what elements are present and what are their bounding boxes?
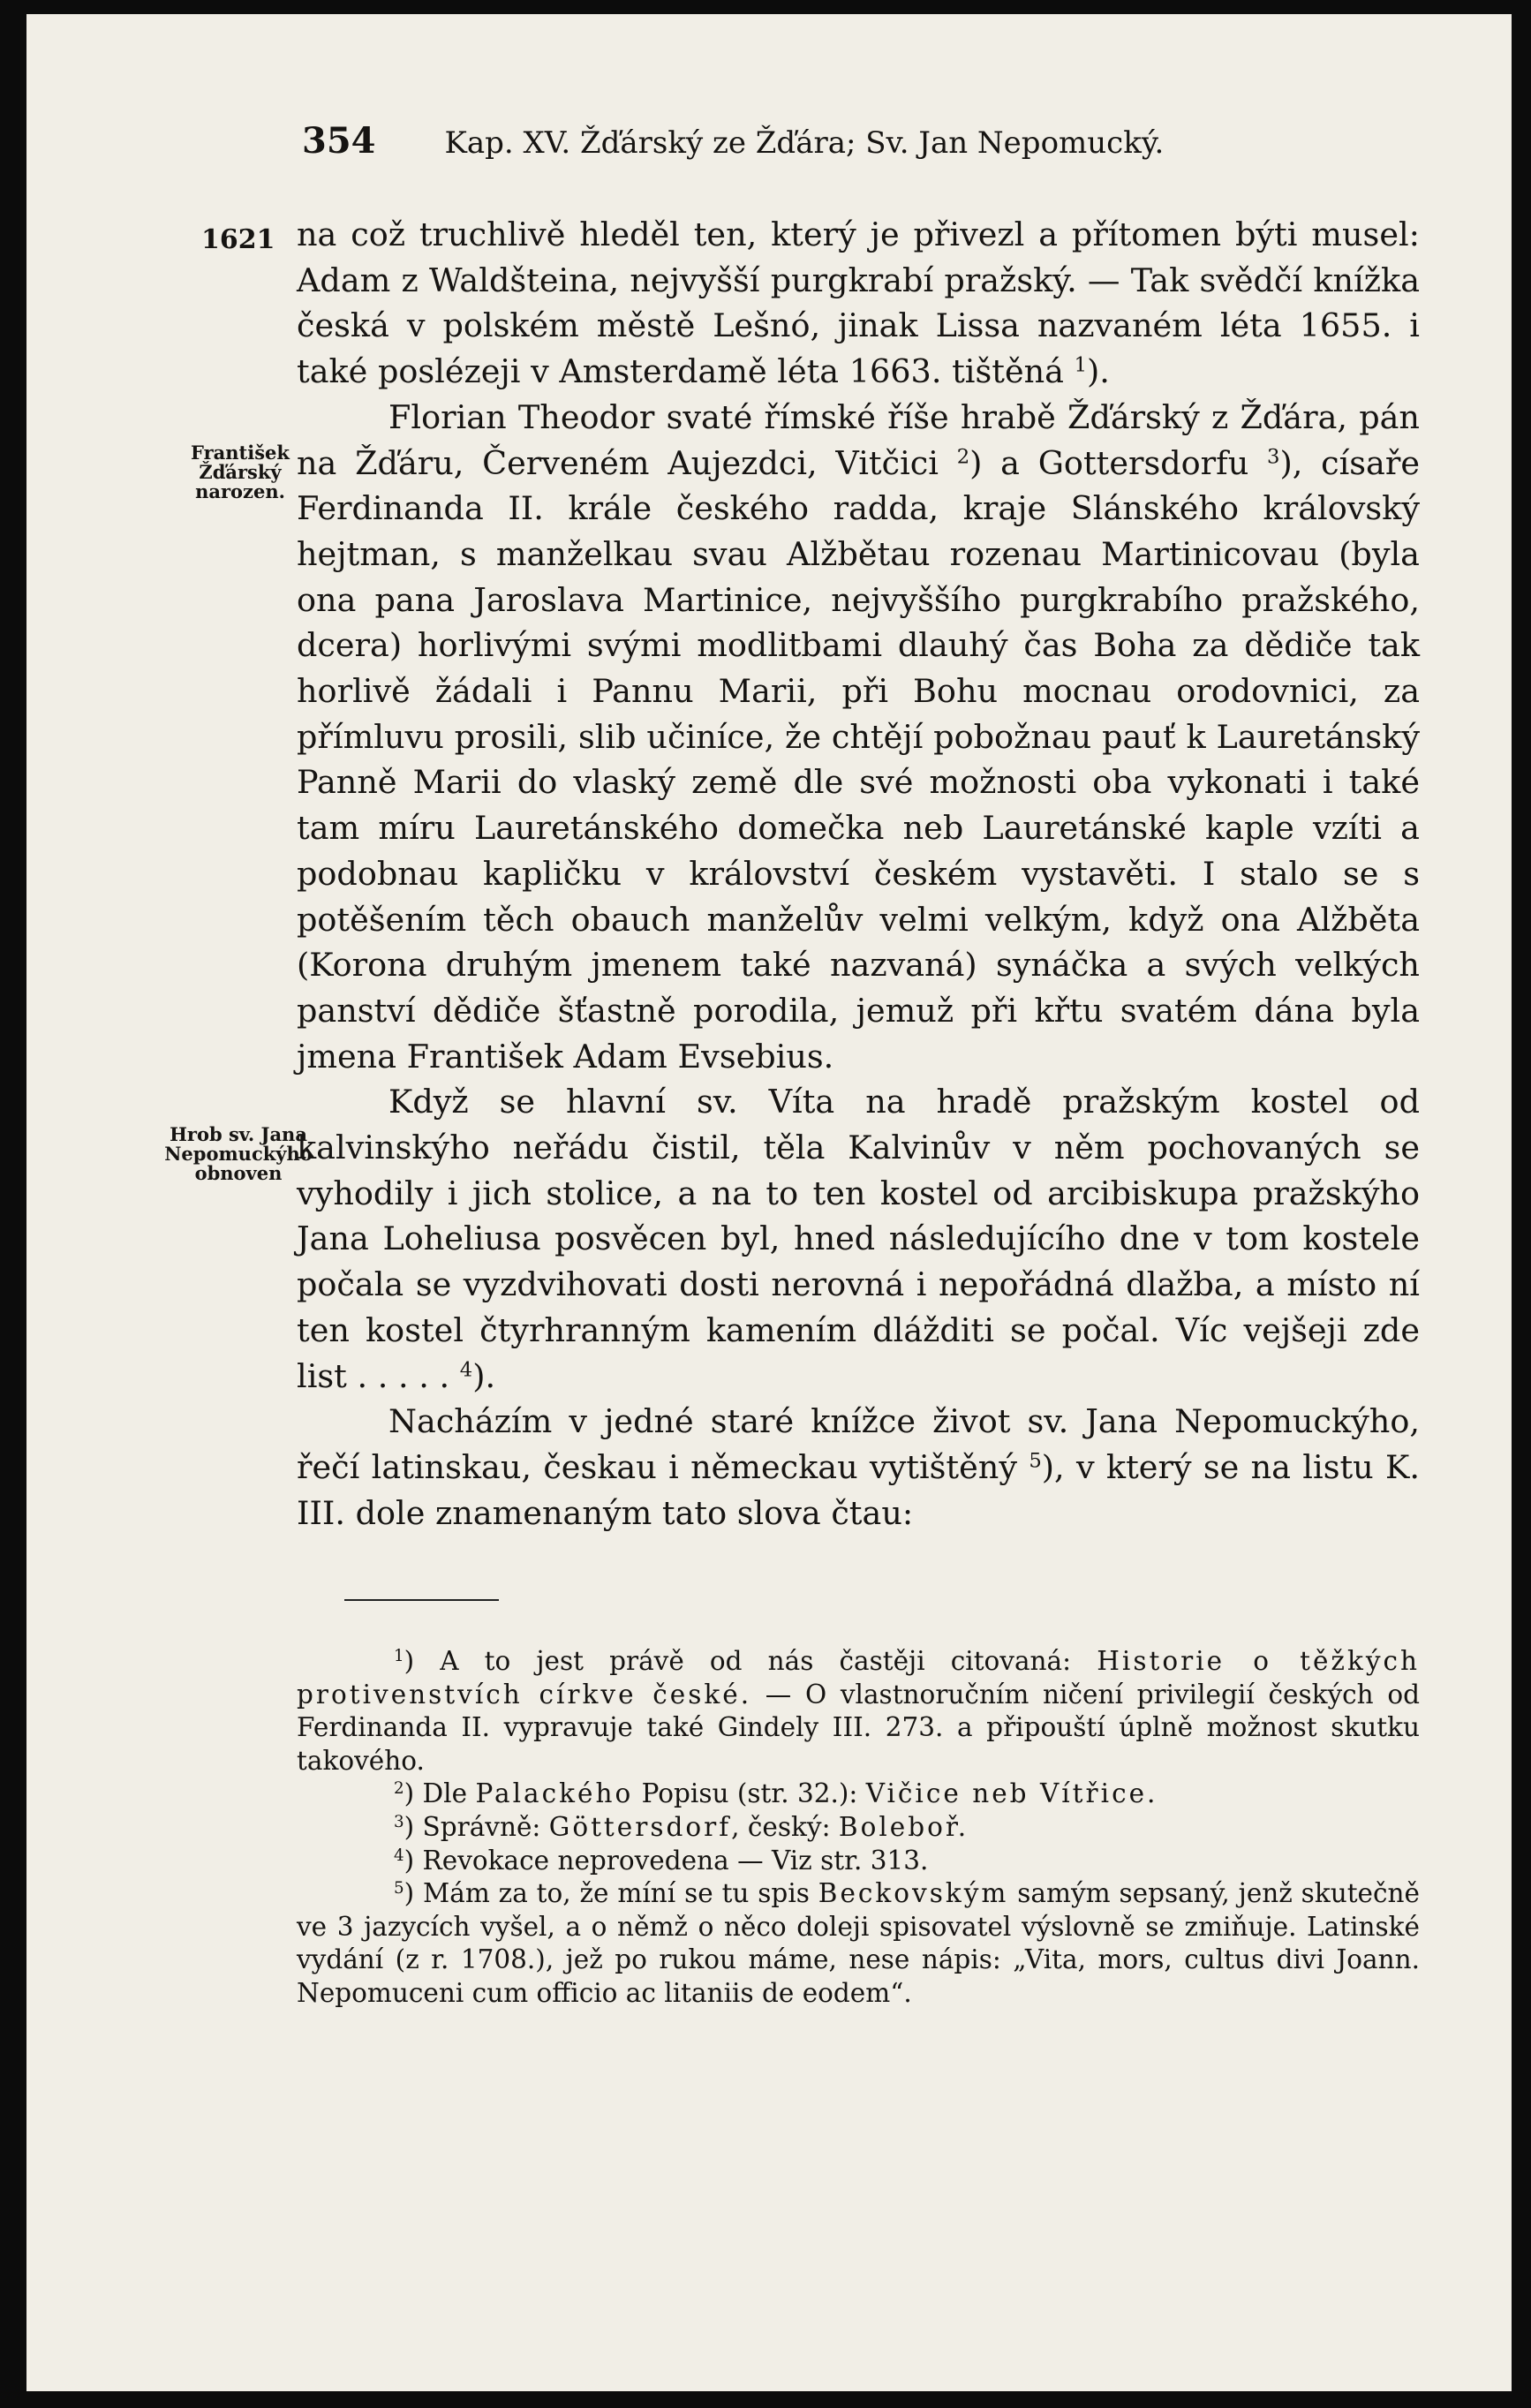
margin-year: 1621 bbox=[201, 224, 275, 255]
footnote-2: $^2$) Dle Palackého Popisu (str. 32.): Vičice neb Vítřice. bbox=[394, 1778, 1158, 1809]
paragraph-4: Nacházím v jedné staré knížce život sv. Jana Nepomuckýho, řečí latinskau, českau i německau vytištěný $^5$), v který se na listu K. III. dole znamenaným tato slova čtau: bbox=[297, 1402, 1420, 1532]
main-text bbox=[297, 212, 1420, 1536]
footnote-ref-5: 5 bbox=[1029, 1449, 1042, 1473]
footnote-ref-2: 2 bbox=[956, 445, 970, 469]
footnote-4: $^4$) Revokace neprovedena — Viz str. 313. bbox=[394, 1845, 929, 1876]
footnote-1: $^1$) A to jest právě od nás častěji citovaná: Historie o těžkých protivenstvích církve české. — O vlastnoručním ničení privilegií českých od Ferdinanda II. vypravuje také Gindely III. 273. a připouští úplně možnost skutku takového. bbox=[297, 1646, 1421, 1776]
paragraph-3: Když se hlavní sv. Víta na hradě pražským kostel od kalvinskýho neřádu čistil, těla Kalvinův v něm pochovaných se vyhodily i jich stolice, a na to ten kostel od arcibiskupa pražskýho Jana Loheliusa posvěcen byl, hned následujícího dne v tom kostele počala se vyzdvihovati dosti nerovná i nepořádná dlažba, a místo ní ten kostel čtyrhranným kamením dlážditi se počal. Víc vejšeji zde list . . . . . $^4$). bbox=[297, 1083, 1420, 1395]
footnote-ref-4: 4 bbox=[459, 1358, 473, 1382]
page-number: 354 bbox=[302, 120, 376, 162]
running-header bbox=[302, 120, 1220, 162]
running-title: Kap. XV. Žďárský ze Žďára; Sv. Jan Nepomucký. bbox=[444, 125, 1165, 161]
margin-note-hrob: Hrob sv. Jana Nepomuckýho obnoven bbox=[164, 1123, 313, 1184]
margin-note-frantisek: František Žďárský narozen. bbox=[191, 442, 290, 502]
footnotes bbox=[297, 1645, 1420, 2011]
footnote-ref-3: 3 bbox=[1267, 445, 1280, 469]
paragraph-1: na což truchlivě hleděl ten, který je přivezl a přítomen býti musel: Adam z Waldšteina, nejvyšší purgkrabí pražský. — Tak svědčí knížka česká v polském městě Lešnó, jinak Lissa nazvaném léta 1655. i také poslézeji v Amsterdamě léta 1663. tištěná $^1$). bbox=[297, 215, 1420, 391]
book-page bbox=[26, 14, 1512, 2391]
footnote-divider bbox=[344, 1599, 499, 1601]
paragraph-2: Florian Theodor svaté římské říše hrabě Žďárský z Žďára, pán na Žďáru, Červeném Aujezdci, Vitčici $^2$) a Gottersdorfu $^3$), císaře Ferdinanda II. krále českého radda, kraje Slánského královský hejtman, s manželkau svau Alžbětau rozenau Martinicovau (byla ona pana Jaroslava Martinice, nejvyššího purgkrabího pražského, dcera) horlivými svými modlitbami dlauhý čas Boha za dědiče tak horlivě žádali i Pannu Marii, při Bohu mocnau orodovnici, za přímluvu prosili, slib učiníce, že chtějí pobožnau pauť k Lauretánský Panně Marii do vlaský země dle své možnosti oba vykonati i také tam míru Lauretánského domečka neb Lauretánské kaple vzíti a podobnau kapličku v království českém vystavěti. I stalo se s potěšením těch obauch manželův velmi velkým, když ona Alžběta (Korona druhým jmenem také nazvaná) synáčka a svých velkých panství dědiče šťastně porodila, jemuž při křtu svatém dána byla jmena František Adam Evsebius. bbox=[297, 397, 1420, 1076]
footnote-5: $^5$) Mám za to, že míní se tu spis Beckovským samým sepsaný, jenž skutečně ve 3 jazycích vyšel, a o němž o něco doleji spisovatel výslovně se zmiňuje. Latinské vydání (z r. 1708.), jež po rukou máme, nese nápis: „Vita, mors, cultus divi Joann. Nepomuceni cum officio ac litaniis de eodem“. bbox=[297, 1878, 1420, 2008]
footnote-ref-1: 1 bbox=[1074, 353, 1088, 377]
footnote-3: $^3$) Správně: Göttersdorf, český: Boleboř. bbox=[394, 1811, 969, 1842]
